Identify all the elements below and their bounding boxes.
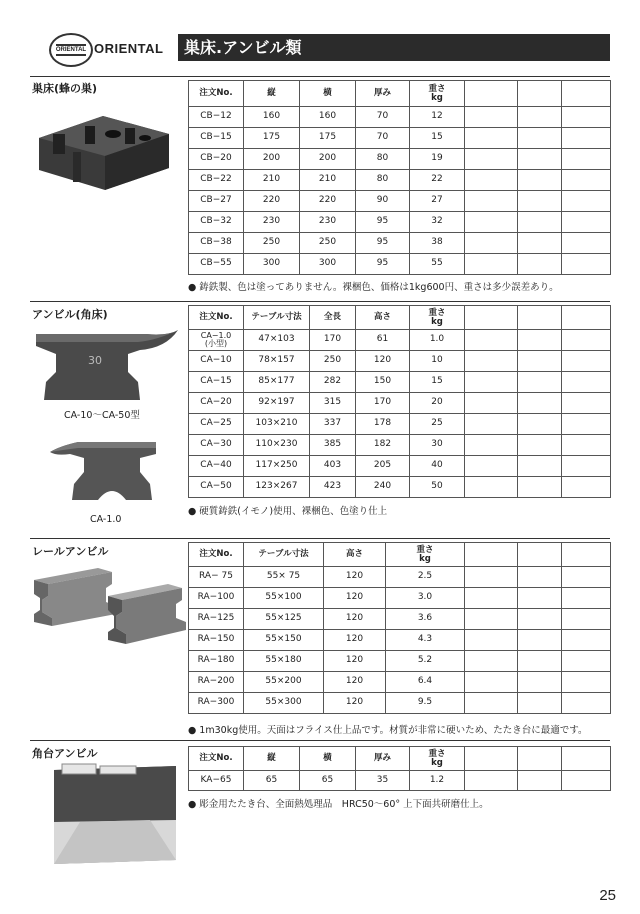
empty-cell [518,254,562,275]
empty-cell [518,771,562,791]
col-header: 重さ kg [410,81,465,107]
table-header-row [189,306,611,330]
table-row [189,414,611,435]
empty-cell [465,693,518,714]
empty-cell [518,609,562,630]
table-cell: 210 [300,170,356,191]
empty-cell [465,212,518,233]
empty-cell [465,630,518,651]
empty-cell [465,651,518,672]
anvil-large-image [28,320,182,404]
square-section-title: 角台アンビル [32,747,98,760]
table-cell: 70 [356,107,410,128]
table-cell: CB−32 [189,212,244,233]
table-cell: 55×150 [244,630,324,651]
table-cell: 65 [300,771,356,791]
table-cell: CB−22 [189,170,244,191]
empty-cell [518,414,562,435]
empty-cell [465,477,518,498]
empty-cell [518,651,562,672]
oriental-logo [49,33,93,67]
table-row [189,672,611,693]
empty-cell [562,372,611,393]
empty-cell [562,588,611,609]
empty-cell [562,609,611,630]
table-cell: 120 [324,672,386,693]
table-cell: 160 [300,107,356,128]
empty-cell [562,456,611,477]
col-header: 全長 [310,306,356,330]
empty-cell [518,588,562,609]
table-cell: CB−20 [189,149,244,170]
square-anvil-image [50,760,180,872]
col-header: 注文No. [189,306,244,330]
table-cell: 120 [324,630,386,651]
empty-cell [518,149,562,170]
table-cell: 103×210 [244,414,310,435]
empty-cell [562,191,611,212]
table-cell: CB−12 [189,107,244,128]
table-cell: 300 [244,254,300,275]
table-row [189,330,611,351]
empty-cell [465,149,518,170]
table-cell: 120 [324,588,386,609]
table-cell: CA−20 [189,393,244,414]
logo-text: ORIENTAL [56,44,86,56]
empty-cell [518,128,562,149]
col-header: 縦 [244,81,300,107]
table-cell: 15 [410,372,465,393]
col-header: 重さ kg [410,747,465,771]
table-row [189,693,611,714]
table-cell: RA−300 [189,693,244,714]
section-divider [30,301,610,302]
empty-cell [562,149,611,170]
table-cell: 20 [410,393,465,414]
empty-cell [562,351,611,372]
nest-block-image [33,108,173,190]
empty-cell [518,477,562,498]
table-cell: 55×200 [244,672,324,693]
table-cell: 230 [300,212,356,233]
table-cell: 250 [244,233,300,254]
col-header: テーブル寸法 [244,543,324,567]
empty-cell [465,254,518,275]
table-cell: 25 [410,414,465,435]
table-cell: 78×157 [244,351,310,372]
empty-cell [465,330,518,351]
table-cell: 55×100 [244,588,324,609]
table-cell: 300 [300,254,356,275]
table-cell: 250 [300,233,356,254]
table-cell: 120 [356,351,410,372]
anvil-section-title: アンビル(角床) [32,308,108,321]
table-cell: 3.0 [386,588,465,609]
table-cell: 230 [244,212,300,233]
table-cell: 55× 75 [244,567,324,588]
empty-cell [465,372,518,393]
empty-cell [518,630,562,651]
table-cell: 3.6 [386,609,465,630]
empty-cell [465,588,518,609]
rail-note: ● 1m30kg使用。天面はフライス仕上品です。材質が非常に硬いため、たたき台に最適です。 [188,725,588,736]
table-cell: CA−10 [189,351,244,372]
empty-cell [562,330,611,351]
empty-cell [518,170,562,191]
table-cell: 175 [244,128,300,149]
table-cell: 120 [324,693,386,714]
section-divider [30,538,610,539]
table-cell: 220 [300,191,356,212]
nest-spec-table [188,80,611,275]
col-header: 高さ [356,306,410,330]
section-divider [30,76,610,77]
col-header: 横 [300,81,356,107]
empty-cell [562,693,611,714]
table-cell: 55×300 [244,693,324,714]
table-cell: 90 [356,191,410,212]
table-row [189,254,611,275]
anvil-mark-text: 30 [88,354,102,367]
table-cell: CB−55 [189,254,244,275]
table-cell: 120 [324,567,386,588]
empty-cell [465,351,518,372]
table-cell: 80 [356,170,410,191]
table-cell: 35 [356,771,410,791]
empty-cell [518,330,562,351]
table-header-row [189,747,611,771]
table-cell: RA−150 [189,630,244,651]
table-cell: RA−100 [189,588,244,609]
nest-section-title: 巣床(蜂の巣) [32,82,98,95]
empty-cell [465,233,518,254]
anvil-caption-small: CA-1.0 [90,514,122,525]
empty-cell [465,393,518,414]
empty-cell [562,212,611,233]
empty-cell [465,435,518,456]
table-cell: 15 [410,128,465,149]
empty-cell [465,456,518,477]
empty-cell [562,435,611,456]
table-cell: 123×267 [244,477,310,498]
empty-cell [518,212,562,233]
col-header: 縦 [244,747,300,771]
table-cell: 110×230 [244,435,310,456]
table-row [189,233,611,254]
anvil-note: ● 硬質鋳鉄(イモノ)使用、裸梱色、色塗り仕上 [188,506,388,517]
table-cell: CB−27 [189,191,244,212]
anvil-caption-large: CA-10〜CA-50型 [64,410,140,421]
rail-section-title: レールアンビル [32,545,109,558]
table-cell: 5.2 [386,651,465,672]
table-cell: 50 [410,477,465,498]
table-cell: 10 [410,351,465,372]
empty-cell [465,170,518,191]
table-cell: 182 [356,435,410,456]
table-row [189,107,611,128]
col-header: テーブル寸法 [244,306,310,330]
table-cell: 32 [410,212,465,233]
table-row [189,567,611,588]
table-row [189,191,611,212]
empty-cell [518,107,562,128]
empty-cell [518,393,562,414]
col-header: 重さ kg [386,543,465,567]
table-row [189,149,611,170]
table-cell: 1.0 [410,330,465,351]
table-cell: 70 [356,128,410,149]
table-row [189,588,611,609]
table-cell: 220 [244,191,300,212]
table-row [189,393,611,414]
brand-name: ORIENTAL [94,41,164,56]
empty-cell [562,414,611,435]
table-cell: 55×125 [244,609,324,630]
table-cell: 120 [324,651,386,672]
rail-spec-table [188,542,611,714]
table-row [189,170,611,191]
empty-cell [518,435,562,456]
table-row [189,351,611,372]
table-row [189,212,611,233]
table-cell: 95 [356,233,410,254]
table-row [189,435,611,456]
table-cell: 150 [356,372,410,393]
empty-cell [562,672,611,693]
empty-cell [562,107,611,128]
table-row [189,128,611,149]
table-cell: 178 [356,414,410,435]
col-header: 厚み [356,747,410,771]
empty-cell [465,414,518,435]
empty-cell [518,233,562,254]
table-cell: 210 [244,170,300,191]
col-header: 厚み [356,81,410,107]
table-cell: 95 [356,254,410,275]
table-cell: 282 [310,372,356,393]
table-cell: 1.2 [410,771,465,791]
empty-cell [518,191,562,212]
table-cell: 175 [300,128,356,149]
table-cell: CA−40 [189,456,244,477]
anvil-spec-table [188,305,611,498]
table-cell: 250 [310,351,356,372]
table-cell: 85×177 [244,372,310,393]
table-cell: RA−200 [189,672,244,693]
empty-cell [465,567,518,588]
table-cell: 19 [410,149,465,170]
anvil-small-image [48,432,178,508]
table-cell: 12 [410,107,465,128]
table-cell: 65 [244,771,300,791]
table-cell: 22 [410,170,465,191]
table-cell: 170 [310,330,356,351]
empty-cell [562,393,611,414]
table-cell: 92×197 [244,393,310,414]
empty-cell [518,351,562,372]
table-cell: 80 [356,149,410,170]
table-cell: 4.3 [386,630,465,651]
table-row [189,609,611,630]
table-header-row [189,543,611,567]
table-cell: 9.5 [386,693,465,714]
table-row [189,771,611,791]
table-row [189,372,611,393]
table-cell: 95 [356,212,410,233]
empty-cell [465,128,518,149]
rail-anvil-image [28,560,188,652]
square-spec-table [188,746,611,791]
empty-cell [518,372,562,393]
table-cell: 160 [244,107,300,128]
col-header: 注文No. [189,543,244,567]
empty-cell [562,128,611,149]
table-cell: 200 [300,149,356,170]
table-cell: 385 [310,435,356,456]
section-divider [30,740,610,741]
table-row [189,477,611,498]
empty-cell [518,567,562,588]
table-cell: RA− 75 [189,567,244,588]
table-cell: 423 [310,477,356,498]
table-cell: 170 [356,393,410,414]
table-cell: RA−180 [189,651,244,672]
table-cell: CB−38 [189,233,244,254]
square-note: ● 彫金用たたき台、全面熱処理品 HRC50〜60° 上下面共研磨仕上。 [188,799,489,810]
table-cell: 55×180 [244,651,324,672]
empty-cell [562,771,611,791]
table-cell: CA−25 [189,414,244,435]
table-row [189,456,611,477]
empty-cell [562,477,611,498]
table-cell: 27 [410,191,465,212]
table-row [189,630,611,651]
table-cell: 61 [356,330,410,351]
empty-cell [518,456,562,477]
table-cell: 315 [310,393,356,414]
table-cell: CA−15 [189,372,244,393]
empty-cell [562,567,611,588]
table-cell: 47×103 [244,330,310,351]
empty-cell [562,254,611,275]
table-cell: KA−65 [189,771,244,791]
table-cell: CA−50 [189,477,244,498]
table-cell: 40 [410,456,465,477]
table-cell: RA−125 [189,609,244,630]
table-cell: 6.4 [386,672,465,693]
col-header: 高さ [324,543,386,567]
table-cell: 120 [324,609,386,630]
table-cell: 2.5 [386,567,465,588]
empty-cell [465,771,518,791]
empty-cell [562,651,611,672]
empty-cell [562,170,611,191]
table-cell: 38 [410,233,465,254]
empty-cell [518,693,562,714]
table-cell: CA−30 [189,435,244,456]
table-header-row [189,81,611,107]
empty-cell [518,672,562,693]
empty-cell [562,233,611,254]
col-header: 横 [300,747,356,771]
table-cell: 205 [356,456,410,477]
table-cell: 117×250 [244,456,310,477]
table-cell: 30 [410,435,465,456]
page-number: 25 [599,887,616,904]
table-cell: 200 [244,149,300,170]
table-cell: CB−15 [189,128,244,149]
table-cell: CA−1.0 (小型) [189,330,244,351]
empty-cell [465,191,518,212]
table-cell: 55 [410,254,465,275]
empty-cell [465,609,518,630]
col-header: 注文No. [189,747,244,771]
col-header: 注文No. [189,81,244,107]
table-cell: 337 [310,414,356,435]
page-banner: 巣床.アンビル類 [178,34,610,61]
table-cell: 240 [356,477,410,498]
empty-cell [562,630,611,651]
col-header: 重さ kg [410,306,465,330]
empty-cell [465,672,518,693]
nest-note: ● 鋳鉄製、色は塗ってありません。裸梱色、価格は1kg600円、重さは多少誤差あり。 [188,282,559,293]
table-row [189,651,611,672]
empty-cell [465,107,518,128]
table-cell: 403 [310,456,356,477]
